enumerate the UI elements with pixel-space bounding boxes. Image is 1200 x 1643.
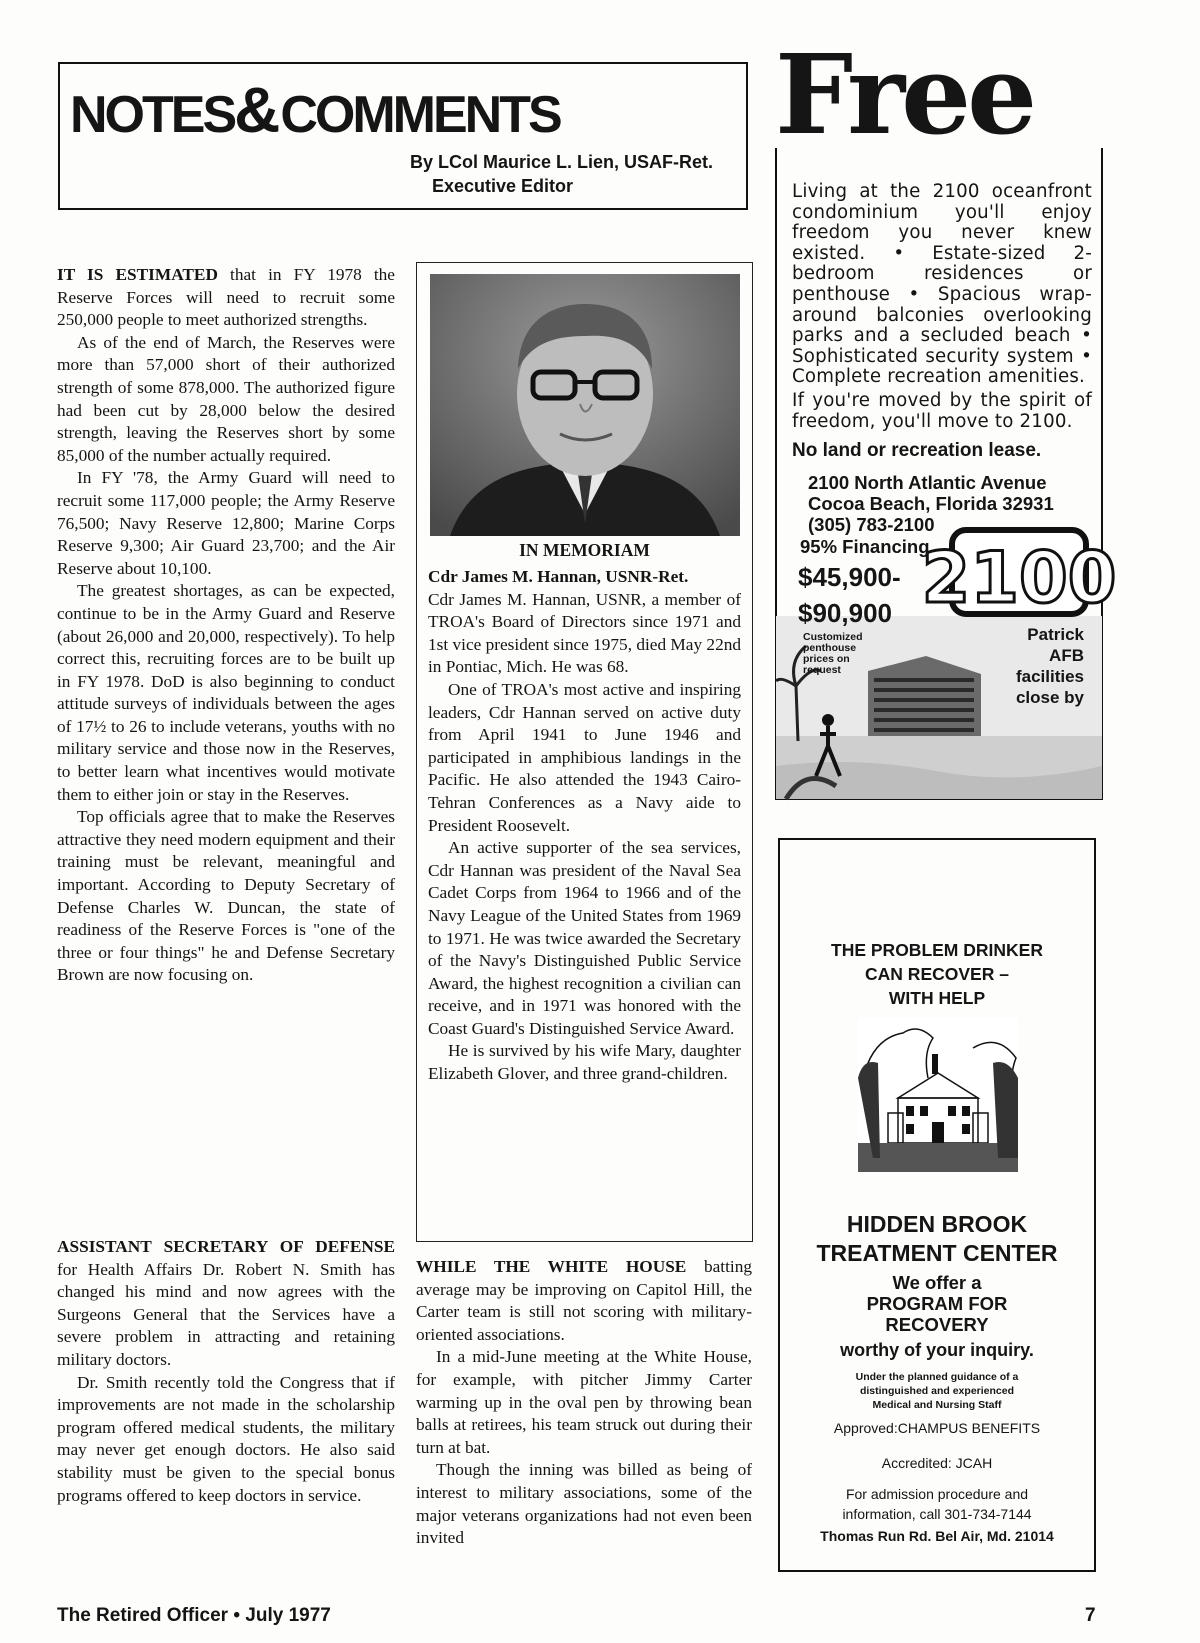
paragraph: An active supporter of the sea services, Cdr Hannan was president of the Naval Sea Cadet Corps from 1964 to 1966 and of the Navy League of the United States from 1969 to 1971. He was twice awarded the Secretary of the Navy's Distinguished Public Service Award, the highest recognition a civilian can receive, and in 1971 was honored with the Coast Guard's Distinguished Service Award.	[428, 838, 741, 1038]
admission-line: For admission procedure and	[845, 1486, 1029, 1502]
lead-in: ASSISTANT SECRETARY OF DEFENSE	[57, 1237, 395, 1256]
paragraph	[57, 1236, 395, 1372]
hb-admission	[778, 1484, 1096, 1524]
address-line: 2100 North Atlantic Avenue	[808, 472, 1047, 493]
paragraph: One of TROA's most active and inspiring leaders, Cdr Hannan served on active duty from April 1941 to June 1946 and participated in amphibious landings in the Pacific. He also attended the 1943 Cairo-Tehran Conferences as a Navy aide to President Roosevelt.	[428, 679, 741, 835]
page-number: 7	[1085, 1605, 1096, 1626]
byline	[410, 150, 713, 198]
paragraph-text: that in FY 1978 the Reserve Forces will need to recruit some 250,000 people to meet authorized strengths.	[57, 265, 395, 330]
hb-accredited: Accredited: JCAH	[881, 1455, 993, 1471]
ad-body-text: Living at the 2100 oceanfront condominium you'll enjoy freedom you never knew existed. • Estate-sized 2-bedroom residences or penthouse • Spacious wrap-around balconies overlooking parks and a secluded beach • Sophisticated security system • Complete recreation amenities.	[792, 181, 1092, 388]
hb-address: Thomas Run Rd. Bel Air, Md. 21014	[820, 1528, 1054, 1544]
hb-approved: Approved:CHAMPUS BENEFITS	[833, 1420, 1041, 1436]
portrait-photo	[430, 274, 740, 536]
paragraph: In FY '78, the Army Guard will need to recruit some 117,000 people; the Army Reserve 76,500; Navy Reserve 12,800; Marine Corps Reserve 9,300; Air Guard 23,700; and the Air Reserve about 10,100.	[57, 468, 395, 578]
section-title	[70, 74, 560, 146]
footer-publication	[57, 1605, 331, 1627]
admission-line: information, call 301-734-7144	[842, 1506, 1032, 1522]
article-white-house	[416, 1256, 752, 1550]
title-notes: NOTES	[70, 86, 235, 144]
hb-worthy: worthy of your inquiry.	[840, 1340, 1034, 1360]
name-line: HIDDEN BROOK	[846, 1211, 1028, 1237]
title-ampersand: &	[234, 74, 281, 146]
headline-line: WITH HELP	[888, 988, 986, 1008]
memoriam-name: Cdr James M. Hannan, USNR-Ret.	[428, 567, 689, 586]
paragraph: Though the inning was billed as being of interest to military associations, some of the major veterans organizations had not even been invited	[416, 1460, 752, 1548]
hb-guidance	[778, 1370, 1096, 1412]
offer-line: PROGRAM FOR	[866, 1293, 1008, 1314]
paragraph: In a mid-June meeting at the White House, for example, with pitcher Jimmy Carter warming up in the oval pen by throwing bean balls at retirees, his team struck out during their turn at bat.	[416, 1347, 752, 1457]
ad-price-low: $45,900-	[798, 562, 901, 592]
lead-in: WHILE THE WHITE HOUSE	[416, 1257, 687, 1276]
publication-name: The Retired Officer	[57, 1605, 229, 1626]
hb-offer	[778, 1272, 1096, 1335]
paragraph-text: for Health Affairs Dr. Robert N. Smith has changed his mind and now agrees with the Surgeons General that the Services have a severe problem in attracting and retaining military doctors.	[57, 1259, 395, 1369]
ad-body-text: If you're moved by the spirit of freedom, you'll move to 2100.	[792, 389, 1092, 432]
paragraph: Cdr James M. Hannan, USNR, a member of TROA's Board of Directors since 1971 and 1st vice president since 1975, died May 22nd in Pontiac, Mich. He was 68.	[428, 589, 741, 677]
logo-2100	[921, 526, 1117, 620]
paragraph: Top officials agree that to make the Reserves attractive they need modern equipment and their training must be relevant, meaningful and important. According to Deputy Secretary of Defense Charles W. Duncan, the state of readiness of the Reserve Forces is "one of the three or four things" he and Defense Secretary Brown are now focusing on.	[57, 807, 395, 985]
memoriam-text	[428, 566, 741, 1086]
hb-name	[778, 1210, 1096, 1268]
ad-customized: Customized penthouse prices on request	[803, 631, 863, 676]
ad-price-high: $90,900	[798, 598, 892, 628]
offer-line: RECOVERY	[885, 1314, 989, 1335]
ad-body	[792, 182, 1092, 435]
byline-role: Executive Editor	[432, 176, 574, 196]
offer-line: We offer a	[892, 1272, 982, 1293]
guidance-line: Under the planned guidance of a	[855, 1371, 1019, 1383]
issue-date: July 1977	[245, 1605, 331, 1626]
lead-in: IT IS ESTIMATED	[57, 265, 218, 284]
bullet-separator: •	[233, 1605, 240, 1626]
headline-line: THE PROBLEM DRINKER	[831, 940, 1043, 960]
logo-2100-text: 2100	[921, 537, 1117, 619]
hb-headline	[778, 938, 1096, 1010]
address-line: Cocoa Beach, Florida 32931	[808, 493, 1054, 514]
paragraph: The greatest shortages, as can be expected, continue to be in the Army Guard and Reserve (about 26,000 and 20,000, respectively). To help correct this, recruiting forces are to be built up in FY 1978. DoD is also beginning to conduct attitude surveys of individuals between the ages of 17½ to 26 to include veterans, youths with no military service and those now in the Reserves, to better learn what incentives would motivate them to either join or stay in the Reserves.	[57, 581, 395, 804]
memoriam-heading: IN MEMORIAM	[519, 540, 650, 560]
headline-line: CAN RECOVER –	[865, 964, 1009, 984]
ad-headline: Free	[775, 30, 1034, 159]
guidance-line: distinguished and experienced	[859, 1385, 1015, 1397]
paragraph	[416, 1256, 752, 1346]
paragraph	[57, 264, 395, 332]
paragraph: As of the end of March, the Reserves were more than 57,000 short of their authorized strength of some 878,000. The authorized figure had been cut by 28,000 below the desired strength, leaving the Reserves short by some 85,000 of the number actually required.	[57, 332, 395, 465]
mansion-illustration	[858, 1018, 1018, 1172]
ad-financing: 95% Financing	[800, 536, 930, 557]
paragraph: Dr. Smith recently told the Congress that if improvements are not made in the scholarship program offered medical students, the military may never get enough doctors. He also said stability must be given to the special bonus programs offered to keep doctors in service.	[57, 1372, 395, 1505]
article-medical-doctors	[57, 1236, 395, 1507]
article-reserve-forces	[57, 264, 395, 987]
byline-author: By LCol Maurice L. Lien, USAF-Ret.	[410, 152, 714, 172]
phone-number: (305) 783-2100	[808, 514, 935, 535]
ad-lease: No land or recreation lease.	[792, 440, 1042, 461]
ad-patrick-afb: Patrick AFB facilities close by	[1015, 625, 1084, 707]
name-line: TREATMENT CENTER	[816, 1240, 1058, 1266]
guidance-line: Medical and Nursing Staff	[872, 1399, 1002, 1411]
paragraph-text: batting average may be improving on Capitol Hill, the Carter team is still not scoring with military-oriented associations.	[416, 1257, 752, 1344]
title-comments: COMMENTS	[280, 86, 560, 144]
paragraph: He is survived by his wife Mary, daughter Elizabeth Glover, and three grand-children.	[428, 1041, 741, 1084]
